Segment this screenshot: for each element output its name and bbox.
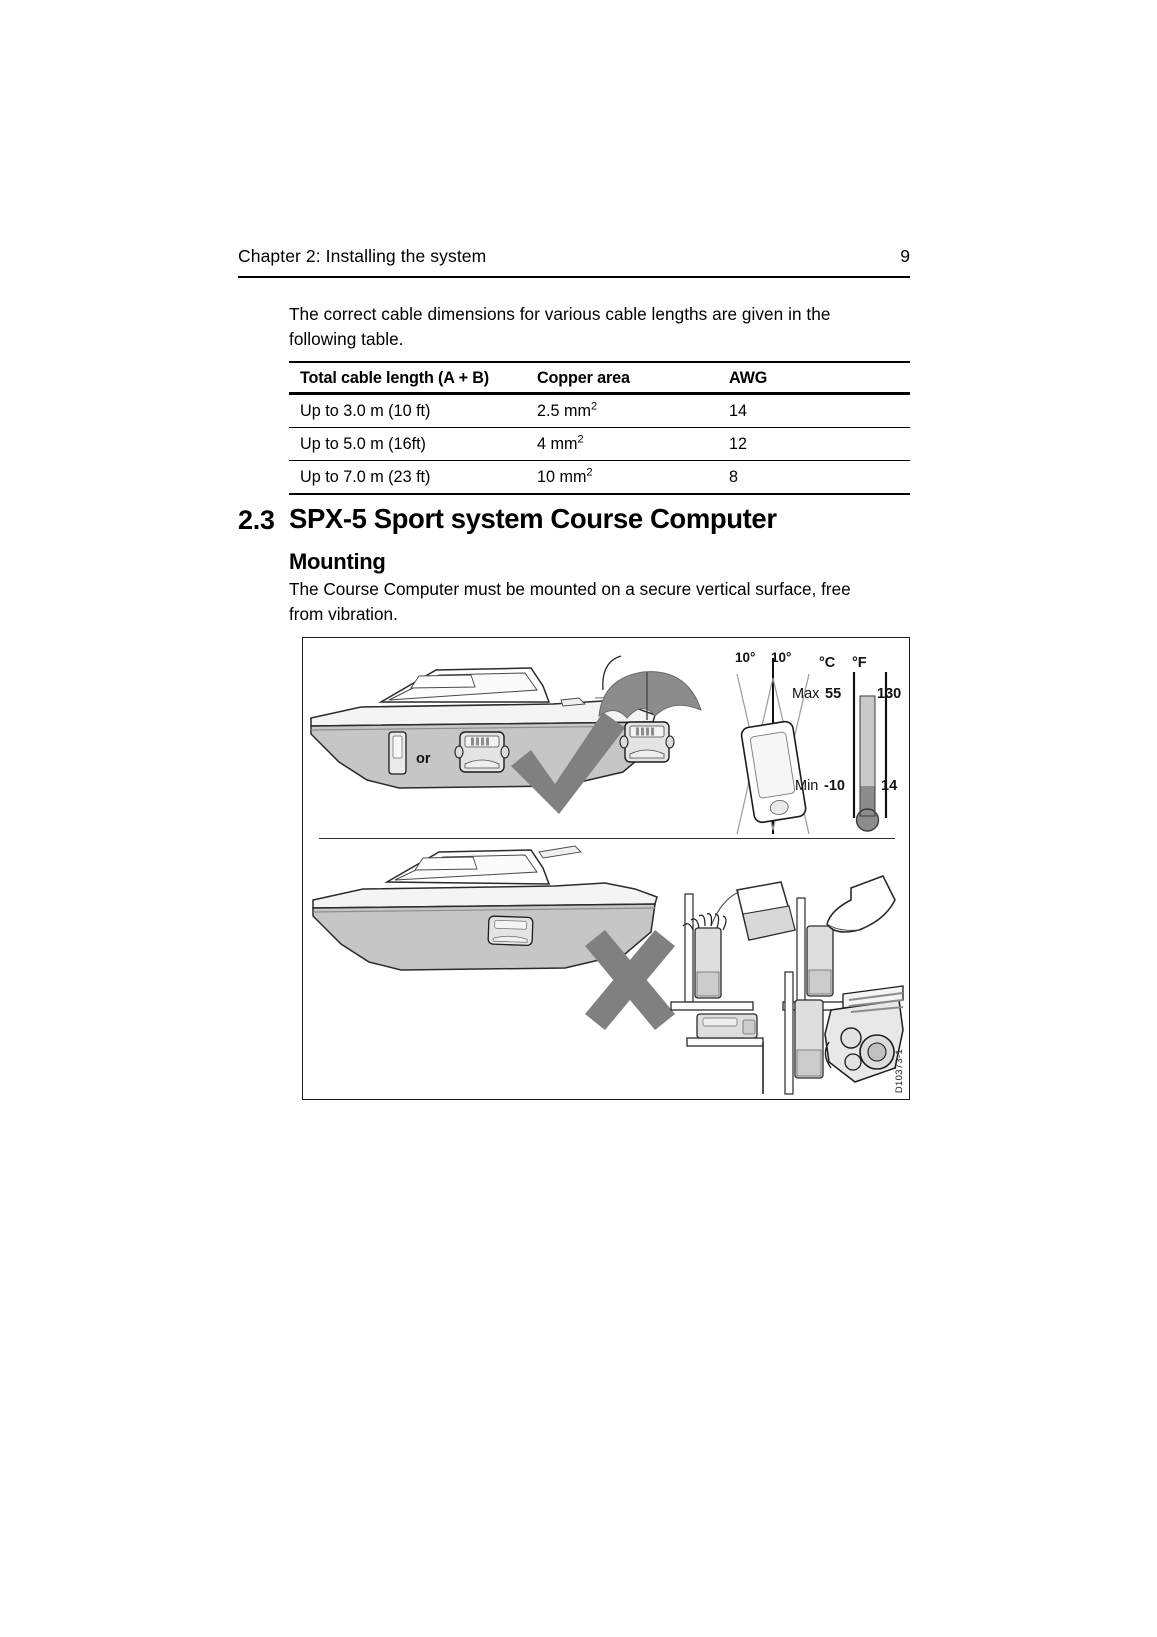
label-max: Max [792, 686, 820, 702]
table-header-row [289, 363, 910, 392]
label-unit-fahrenheit: °F [852, 655, 867, 671]
cell-awg: 12 [729, 434, 748, 453]
cell-length: Up to 5.0 m (16ft) [300, 434, 426, 453]
page-header [238, 245, 910, 275]
label-angle-left: 10° [735, 650, 756, 665]
cell-awg: 8 [729, 468, 739, 487]
column-header-awg: AWG [729, 368, 768, 387]
column-header-copper: Copper area [537, 368, 630, 387]
cell-copper [537, 401, 729, 421]
column-header-length: Total cable length (A + B) [300, 368, 490, 387]
label-unit-celsius: °C [819, 655, 836, 671]
table-row [289, 395, 910, 427]
table-bottom-rule [289, 493, 910, 495]
section-title: SPX-5 Sport system Course Computer [289, 503, 777, 534]
cell-copper-value: 2.5 mm [537, 401, 591, 420]
water-splash-illustration [671, 882, 795, 1010]
cell-copper-superscript: 2 [577, 433, 584, 446]
label-max-fahrenheit: 130 [877, 686, 902, 702]
mounting-illustration-figure [302, 637, 910, 1100]
cell-copper-value: 4 mm [537, 434, 578, 453]
subsection-body: The Course Computer must be mounted on a secure vertical surface, free from vibration. [289, 579, 851, 624]
horizontal-mount-illustration [687, 1014, 763, 1094]
cell-length: Up to 3.0 m (10 ft) [300, 401, 431, 420]
cable-dimensions-table [289, 361, 910, 495]
cell-copper-value: 10 mm [537, 468, 587, 487]
label-min-fahrenheit: 14 [881, 778, 898, 794]
intro-paragraph: The correct cable dimensions for various cable lengths are given in the following table. [289, 304, 831, 349]
label-angle-right: 10° [771, 650, 792, 665]
mounting-illustration-svg [303, 638, 908, 1098]
label-min-celsius: -10 [824, 778, 845, 794]
table-row [289, 461, 910, 493]
table-row [289, 428, 910, 460]
section-number: 2.3 [238, 505, 275, 535]
tilt-angle-illustration [737, 658, 809, 834]
chapter-title: Chapter 2: Installing the system [238, 246, 487, 266]
label-max-celsius: 55 [825, 686, 842, 702]
figure-reference-code: D10373-1 [894, 1048, 905, 1093]
cell-copper-superscript: 2 [586, 466, 593, 479]
subsection-title: Mounting [289, 549, 386, 574]
cell-copper-superscript: 2 [590, 400, 598, 413]
cell-length: Up to 7.0 m (23 ft) [300, 468, 431, 487]
header-divider [238, 276, 910, 278]
cell-awg: 14 [729, 401, 748, 420]
label-or: or [416, 751, 431, 767]
cell-copper [537, 467, 729, 487]
page-number: 9 [900, 246, 910, 266]
cell-copper [537, 434, 729, 454]
figure-divider [319, 838, 895, 839]
label-min: Min [795, 778, 819, 794]
